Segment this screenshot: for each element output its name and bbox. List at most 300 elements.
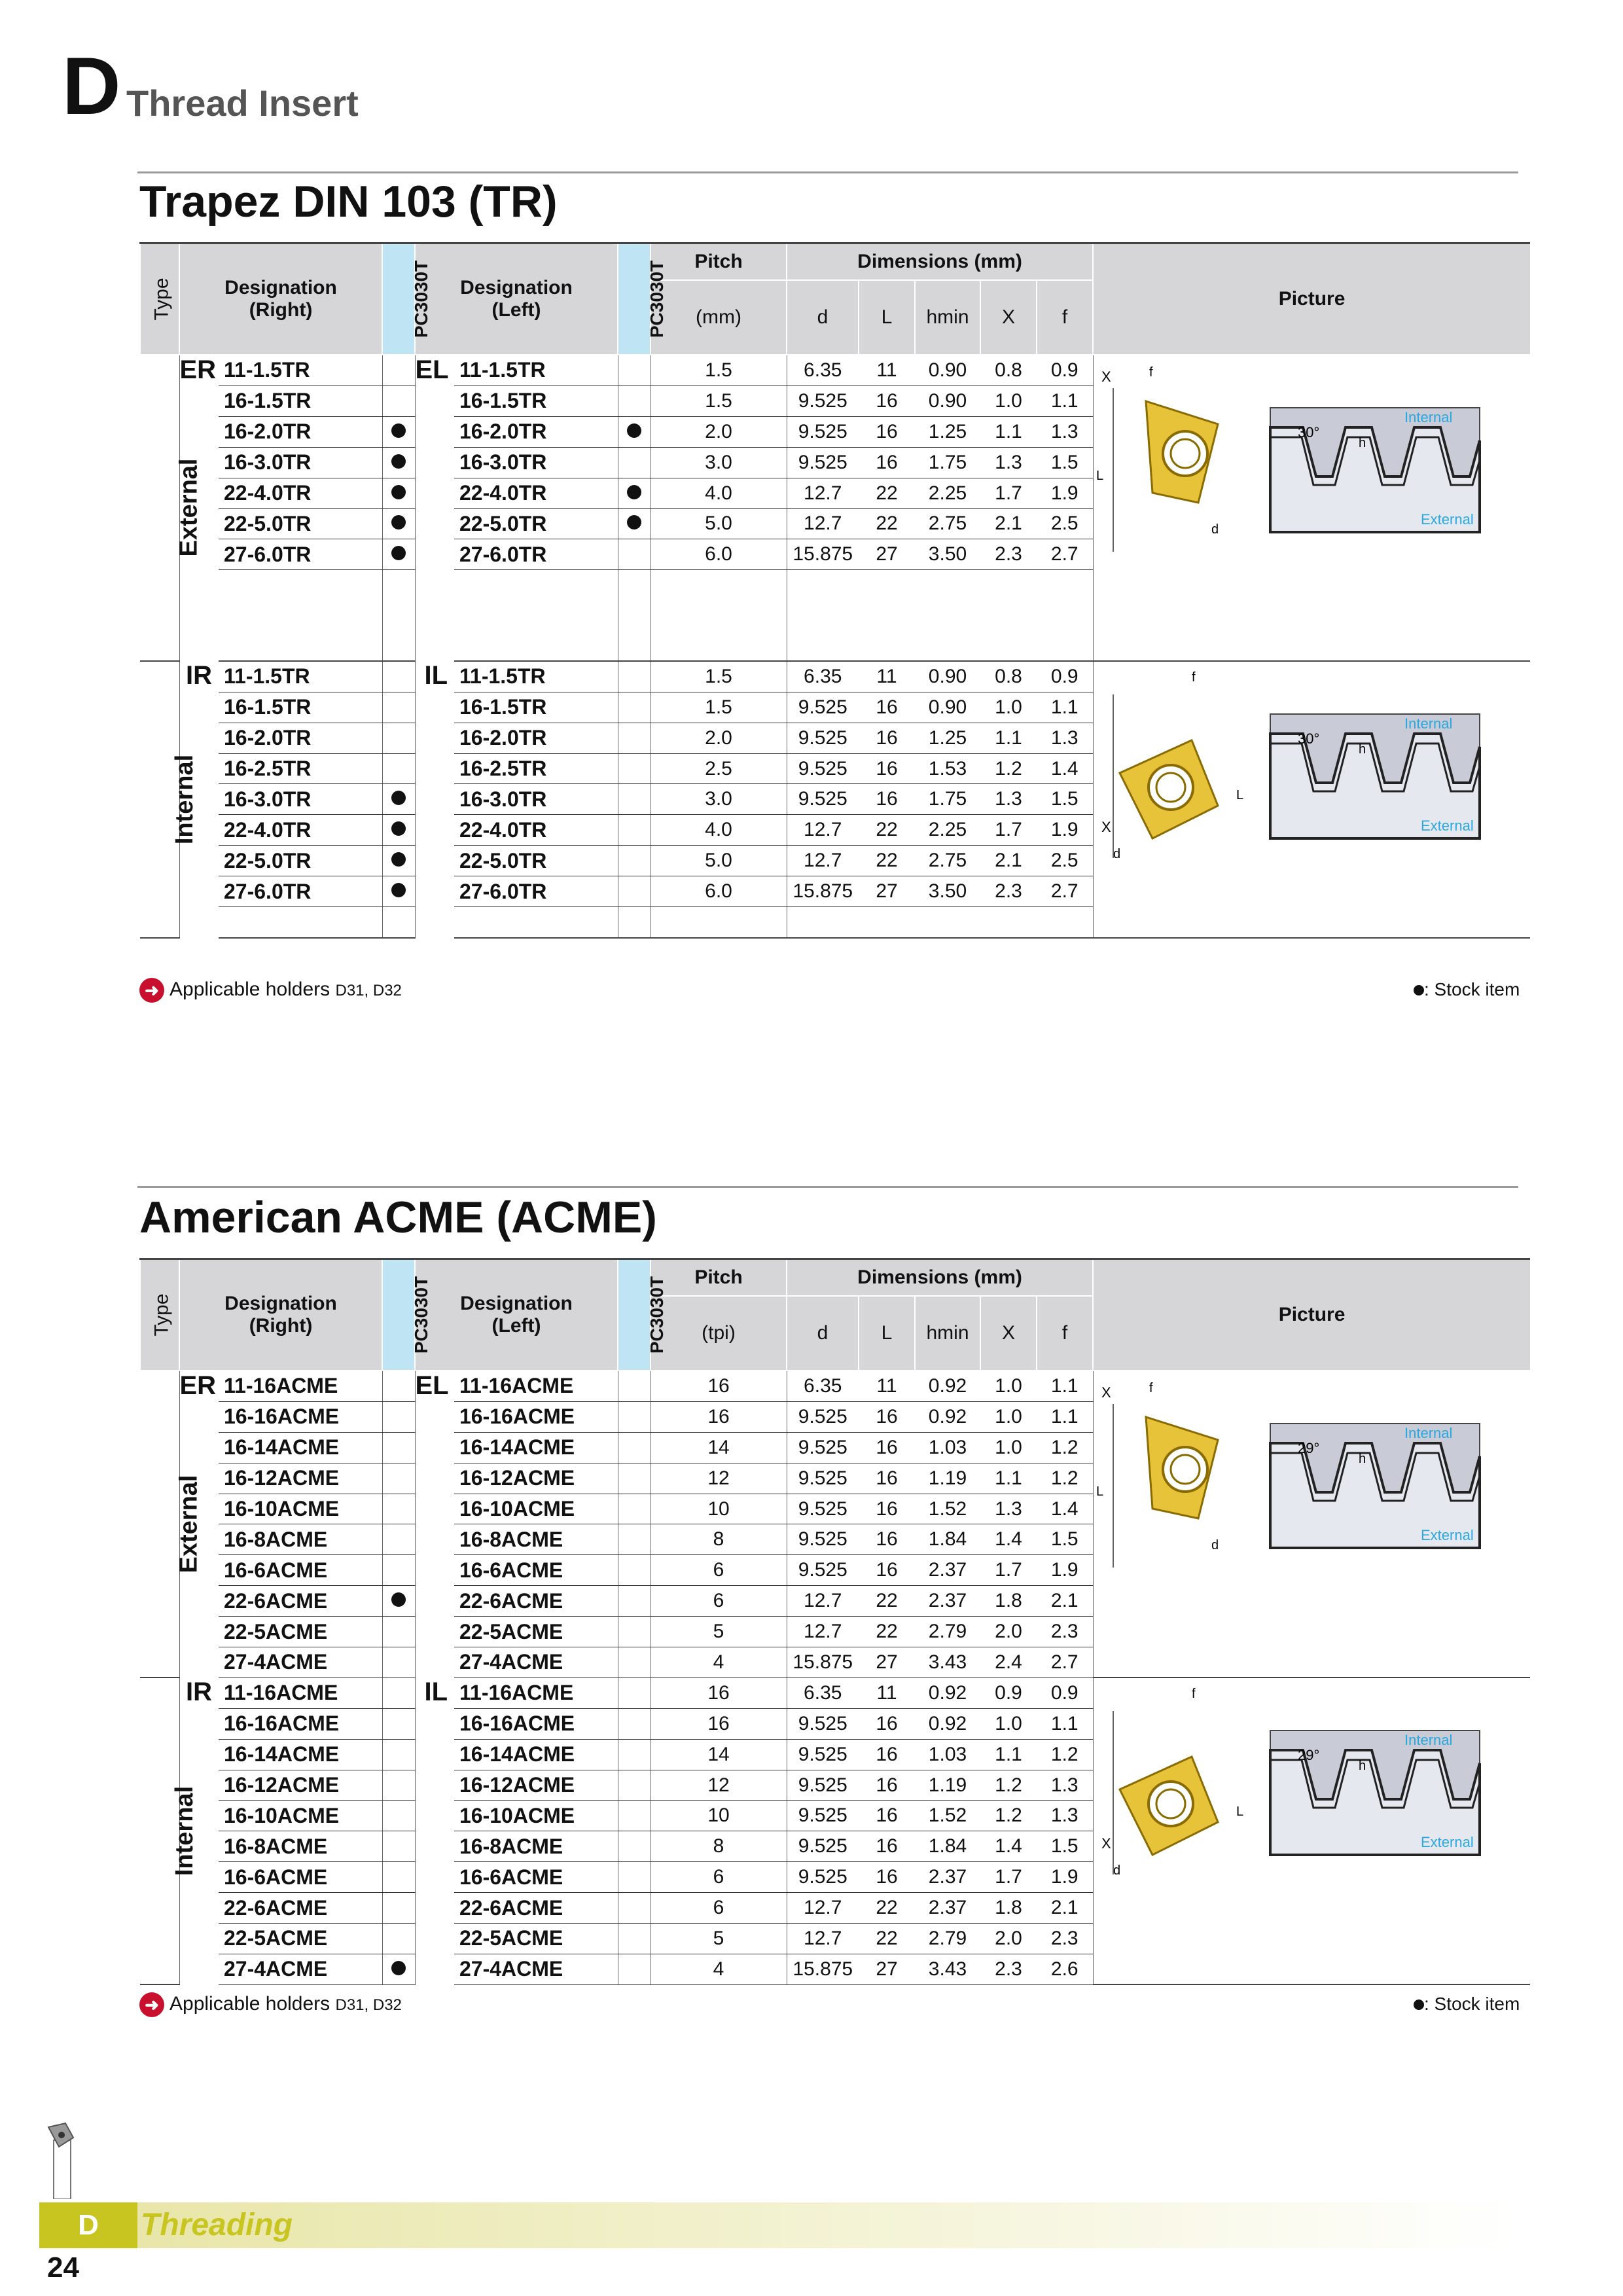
designation-right: 16-2.5TR [219, 753, 382, 784]
designation-right: 16-8ACME [219, 1524, 382, 1555]
dim-l: 16 [859, 1524, 915, 1555]
dim-f: 1.1 [1037, 1371, 1093, 1401]
dim-f: 1.4 [1037, 753, 1093, 784]
dim-d: 9.525 [787, 447, 859, 478]
pitch-cell: 6 [651, 1555, 787, 1586]
dim-header-hmin: hmin [915, 1296, 980, 1371]
type-cell: Internal [140, 661, 179, 938]
dim-l: 27 [859, 1954, 915, 1984]
stock-right [382, 1677, 415, 1708]
stock-left [618, 355, 651, 386]
dim-d-label: d [1113, 1863, 1120, 1878]
pitch-cell: 8 [651, 1831, 787, 1862]
pitch-cell: 2.0 [651, 723, 787, 753]
stock-dot-icon [391, 546, 406, 560]
dim-d-label: d [1113, 846, 1120, 861]
stock-right [382, 1401, 415, 1432]
stock-left [618, 1954, 651, 1984]
dim-hmin: 0.90 [915, 355, 980, 386]
dim-x: 0.9 [980, 1677, 1037, 1708]
insert-shape [1146, 1417, 1218, 1518]
dim-f: 1.5 [1037, 1524, 1093, 1555]
dim-x: 1.2 [980, 753, 1037, 784]
dim-hmin: 1.84 [915, 1524, 980, 1555]
designation-right: 16-3.0TR [219, 447, 382, 478]
stock-dot-icon [391, 1592, 406, 1607]
stock-right [382, 1739, 415, 1770]
designation-left: 22-4.0TR [454, 478, 618, 509]
designation-left: 27-6.0TR [454, 539, 618, 570]
stock-dot-icon [391, 485, 406, 499]
dim-h-label: h [1358, 436, 1366, 450]
dim-x: 0.8 [980, 355, 1037, 386]
stock-right [382, 784, 415, 815]
code-right: ER [179, 355, 217, 384]
designation-right: 16-12ACME [219, 1770, 382, 1801]
dim-d: 15.875 [787, 1647, 859, 1678]
pitch-cell: 1.5 [651, 661, 787, 692]
dim-x-label: X [1101, 1384, 1111, 1401]
dim-d: 15.875 [787, 1954, 859, 1984]
dim-f: 2.1 [1037, 1893, 1093, 1924]
stock-left [618, 1893, 651, 1924]
dim-x: 2.0 [980, 1617, 1037, 1647]
stock-left [618, 386, 651, 416]
dim-f: 1.3 [1037, 1801, 1093, 1831]
code-right: IR [186, 1677, 212, 1707]
footer-bar [137, 2202, 1518, 2248]
dim-d: 12.7 [787, 1617, 859, 1647]
designation-left: 16-16ACME [454, 1401, 618, 1432]
insert-shape [1120, 1757, 1218, 1855]
dim-header-hmin: hmin [915, 280, 980, 355]
pitch-cell: 6.0 [651, 876, 787, 907]
dim-header-l: L [859, 1296, 915, 1371]
designation-left: 27-6.0TR [454, 876, 618, 907]
stock-right [382, 1647, 415, 1678]
dim-hmin: 0.92 [915, 1677, 980, 1708]
stock-left [618, 1862, 651, 1893]
designation-left: 16-14ACME [454, 1432, 618, 1463]
pitch-cell: 16 [651, 1677, 787, 1708]
dim-hmin: 3.50 [915, 539, 980, 570]
designation-left: 16-6ACME [454, 1555, 618, 1586]
stock-right [382, 723, 415, 753]
designation-right: 11-16ACME [219, 1371, 382, 1401]
dim-d: 9.525 [787, 692, 859, 723]
designation-left: 22-6ACME [454, 1586, 618, 1617]
dim-l: 27 [859, 539, 915, 570]
dim-hmin: 2.25 [915, 478, 980, 509]
type-header: Type [140, 1259, 179, 1371]
dim-l: 11 [859, 355, 915, 386]
stock-left [618, 1555, 651, 1586]
designation-left: 16-12ACME [454, 1770, 618, 1801]
dim-d: 9.525 [787, 1494, 859, 1524]
dim-l: 16 [859, 1494, 915, 1524]
stock-right [382, 1494, 415, 1524]
dim-f: 1.5 [1037, 784, 1093, 815]
stock-left [618, 1371, 651, 1401]
dim-l: 16 [859, 447, 915, 478]
designation-right: 16-1.5TR [219, 386, 382, 416]
dim-hmin: 2.37 [915, 1555, 980, 1586]
table-row [140, 355, 1530, 386]
stock-dot-icon [391, 423, 406, 438]
designation-left: 22-6ACME [454, 1893, 618, 1924]
dim-d: 9.525 [787, 753, 859, 784]
dim-l: 16 [859, 1432, 915, 1463]
dim-f: 2.7 [1037, 539, 1093, 570]
code-right: IR [186, 660, 212, 690]
dim-header-f: f [1037, 280, 1093, 355]
pitch-cell: 14 [651, 1739, 787, 1770]
external-label: External [1420, 817, 1474, 834]
dim-l: 16 [859, 1739, 915, 1770]
dim-d: 6.35 [787, 1677, 859, 1708]
dim-x: 1.8 [980, 1893, 1037, 1924]
dim-d: 6.35 [787, 661, 859, 692]
designation-left: 11-1.5TR [454, 355, 618, 386]
dim-header-d: d [787, 280, 859, 355]
table-row [140, 1677, 1530, 1708]
designation-left: 11-1.5TR [454, 661, 618, 692]
stock-right [382, 1801, 415, 1831]
stock-right [382, 815, 415, 846]
dim-f: 1.1 [1037, 1708, 1093, 1739]
pitch-cell: 3.0 [651, 447, 787, 478]
stock-right [382, 1770, 415, 1801]
spec-table-acme [139, 1258, 1530, 1985]
dim-hmin: 1.52 [915, 1801, 980, 1831]
thread-profile-diagram [1270, 408, 1480, 532]
dim-l: 16 [859, 723, 915, 753]
dim-d: 9.525 [787, 1739, 859, 1770]
stock-right [382, 753, 415, 784]
designation-right: 16-14ACME [219, 1432, 382, 1463]
dim-header-x: X [980, 280, 1037, 355]
dim-d: 6.35 [787, 355, 859, 386]
dim-hmin: 1.84 [915, 1831, 980, 1862]
dim-x: 1.4 [980, 1831, 1037, 1862]
stock-right [382, 1924, 415, 1954]
internal-label: Internal [1404, 1425, 1452, 1441]
type-cell: External [140, 355, 179, 661]
dim-hmin: 0.92 [915, 1708, 980, 1739]
stock-left [618, 1463, 651, 1494]
dim-d: 9.525 [787, 1708, 859, 1739]
picture-cell [1093, 1371, 1530, 1677]
dim-x: 2.3 [980, 539, 1037, 570]
type-cell: External [140, 1371, 179, 1677]
code-left: EL [415, 1371, 449, 1400]
stock-dot-icon [391, 852, 406, 867]
stock-right [382, 355, 415, 386]
dim-hmin: 1.75 [915, 447, 980, 478]
dim-f: 1.3 [1037, 723, 1093, 753]
designation-left: 16-6ACME [454, 1862, 618, 1893]
stock-left [618, 539, 651, 570]
dim-x: 1.1 [980, 1739, 1037, 1770]
grade-header-left: PC3030T [618, 1259, 651, 1371]
designation-right: 16-10ACME [219, 1494, 382, 1524]
dim-x: 1.0 [980, 1371, 1037, 1401]
dim-x: 1.0 [980, 1708, 1037, 1739]
dim-x: 1.1 [980, 1463, 1037, 1494]
section-title: Thread Insert [126, 82, 359, 124]
designation-left: 16-3.0TR [454, 784, 618, 815]
dim-hmin: 2.37 [915, 1586, 980, 1617]
dim-l: 22 [859, 1617, 915, 1647]
dim-l: 16 [859, 1862, 915, 1893]
stock-left [618, 1739, 651, 1770]
designation-right: 11-1.5TR [219, 661, 382, 692]
stock-left [618, 1677, 651, 1708]
pitch-cell: 1.5 [651, 355, 787, 386]
stock-legend: : Stock item [1414, 979, 1520, 1000]
dim-x: 2.1 [980, 509, 1037, 539]
pitch-cell: 6 [651, 1862, 787, 1893]
stock-dot-icon [391, 515, 406, 529]
code-left: IL [424, 660, 448, 690]
designation-right: 27-6.0TR [219, 876, 382, 907]
table-title: Trapez DIN 103 (TR) [139, 177, 558, 226]
grade-header-right: PC3030T [382, 1259, 415, 1371]
dim-l: 22 [859, 478, 915, 509]
stock-right [382, 539, 415, 570]
dim-x: 1.0 [980, 692, 1037, 723]
dim-x: 1.3 [980, 447, 1037, 478]
applicable-holders: ➜ Applicable holders D31, D32 [139, 978, 402, 1003]
dim-f: 2.5 [1037, 509, 1093, 539]
dim-x: 1.7 [980, 1862, 1037, 1893]
dim-hmin: 2.25 [915, 815, 980, 846]
external-label: External [1420, 1527, 1474, 1543]
dim-l: 22 [859, 815, 915, 846]
stock-dot-icon [1414, 2000, 1424, 2010]
applicable-holders: ➜ Applicable holders D31, D32 [139, 1992, 402, 2017]
dim-l-label: L [1096, 1484, 1103, 1499]
thread-profile-diagram [1270, 1731, 1480, 1855]
type-cell: Internal [140, 1677, 179, 1984]
dim-x: 1.2 [980, 1770, 1037, 1801]
pitch-cell: 3.0 [651, 784, 787, 815]
thread-angle-label: 30° [1297, 730, 1319, 747]
dim-f: 1.1 [1037, 1401, 1093, 1432]
dim-l: 11 [859, 1371, 915, 1401]
dim-header-x: X [980, 1296, 1037, 1371]
footer-section-letter: D [39, 2202, 137, 2248]
code-left: IL [424, 1677, 448, 1707]
dim-f: 2.3 [1037, 1617, 1093, 1647]
designation-right: 16-2.0TR [219, 416, 382, 447]
designation-left: 16-2.5TR [454, 753, 618, 784]
stock-dot-icon [627, 423, 641, 438]
dim-hmin: 3.43 [915, 1647, 980, 1678]
dim-l-label: L [1236, 787, 1243, 802]
dim-d: 12.7 [787, 815, 859, 846]
designation-left: 16-1.5TR [454, 692, 618, 723]
dim-d: 15.875 [787, 539, 859, 570]
stock-right [382, 1954, 415, 1984]
dim-d: 9.525 [787, 723, 859, 753]
stock-dot-icon [391, 791, 406, 805]
section-rule [137, 1186, 1518, 1188]
internal-label: Internal [1404, 1732, 1452, 1749]
dim-f: 1.4 [1037, 1494, 1093, 1524]
stock-left [618, 876, 651, 907]
dim-hmin: 2.37 [915, 1893, 980, 1924]
footer-section-name: Threading [141, 2208, 293, 2242]
dim-x: 1.1 [980, 416, 1037, 447]
dim-x: 2.4 [980, 1647, 1037, 1678]
dim-hmin: 0.90 [915, 386, 980, 416]
stock-right [382, 1831, 415, 1862]
designation-right: 22-5ACME [219, 1924, 382, 1954]
designation-left: 16-2.0TR [454, 723, 618, 753]
dim-f-label: f [1149, 1381, 1153, 1395]
designation-left: 16-1.5TR [454, 386, 618, 416]
stock-dot-icon [1414, 985, 1424, 996]
internal-label: Internal [1404, 409, 1452, 425]
pitch-cell: 5 [651, 1617, 787, 1647]
dim-l: 16 [859, 386, 915, 416]
dim-header-d: d [787, 1296, 859, 1371]
stock-right [382, 447, 415, 478]
stock-left [618, 723, 651, 753]
designation-left: 22-4.0TR [454, 815, 618, 846]
picture-cell [1093, 661, 1530, 938]
designation-right: 16-1.5TR [219, 692, 382, 723]
dim-f: 1.1 [1037, 386, 1093, 416]
dim-f-label: f [1191, 670, 1196, 685]
dim-l: 16 [859, 1801, 915, 1831]
pitch-cell: 6 [651, 1893, 787, 1924]
table-title: American ACME (ACME) [139, 1193, 657, 1242]
stock-right [382, 1586, 415, 1617]
dim-x: 1.2 [980, 1801, 1037, 1831]
dim-x: 1.0 [980, 386, 1037, 416]
dim-d: 9.525 [787, 1401, 859, 1432]
dim-hmin: 2.79 [915, 1617, 980, 1647]
designation-right: 16-12ACME [219, 1463, 382, 1494]
dim-x: 1.1 [980, 723, 1037, 753]
stock-left [618, 1647, 651, 1678]
dim-x: 1.0 [980, 1432, 1037, 1463]
dim-f: 1.3 [1037, 1770, 1093, 1801]
dim-d: 6.35 [787, 1371, 859, 1401]
internal-label: Internal [1404, 715, 1452, 732]
code-left: EL [415, 355, 449, 384]
dim-hmin: 2.75 [915, 846, 980, 876]
pitch-cell: 4 [651, 1647, 787, 1678]
pitch-cell: 5.0 [651, 509, 787, 539]
dim-f: 2.3 [1037, 1924, 1093, 1954]
dim-hmin: 2.79 [915, 1924, 980, 1954]
designation-right: 22-6ACME [219, 1586, 382, 1617]
insert-diagram [1094, 362, 1486, 571]
dim-hmin: 1.03 [915, 1739, 980, 1770]
dim-f: 0.9 [1037, 661, 1093, 692]
designation-right: 16-8ACME [219, 1831, 382, 1862]
dim-x: 1.3 [980, 1494, 1037, 1524]
dim-l: 27 [859, 1647, 915, 1678]
dim-f: 1.9 [1037, 1555, 1093, 1586]
dim-hmin: 2.75 [915, 509, 980, 539]
section-rule [137, 171, 1518, 173]
dim-x: 0.8 [980, 661, 1037, 692]
designation-left: 16-3.0TR [454, 447, 618, 478]
pitch-cell: 2.5 [651, 753, 787, 784]
dim-l: 22 [859, 1893, 915, 1924]
stock-right [382, 386, 415, 416]
section-letter: D [62, 41, 121, 132]
stock-left [618, 1708, 651, 1739]
designation-right: 16-6ACME [219, 1555, 382, 1586]
designation-left: 22-5ACME [454, 1617, 618, 1647]
dim-hmin: 3.50 [915, 876, 980, 907]
dim-f: 1.2 [1037, 1432, 1093, 1463]
designation-right: 11-16ACME [219, 1677, 382, 1708]
stock-right [382, 416, 415, 447]
designation-left: 16-16ACME [454, 1708, 618, 1739]
pitch-cell: 12 [651, 1463, 787, 1494]
dim-hmin: 1.53 [915, 753, 980, 784]
dim-f: 1.9 [1037, 478, 1093, 509]
designation-right: 22-6ACME [219, 1893, 382, 1924]
designation-right: 22-4.0TR [219, 815, 382, 846]
dim-f: 1.3 [1037, 416, 1093, 447]
stock-dot-icon [391, 883, 406, 897]
dim-f: 1.9 [1037, 1862, 1093, 1893]
designation-left: 16-8ACME [454, 1831, 618, 1862]
dim-f: 1.9 [1037, 815, 1093, 846]
designation-left: 11-16ACME [454, 1677, 618, 1708]
dim-l: 22 [859, 1924, 915, 1954]
dim-hmin: 1.25 [915, 723, 980, 753]
external-label: External [1420, 511, 1474, 528]
code-right: ER [179, 1371, 217, 1400]
pitch-unit-header: (tpi) [651, 1296, 787, 1371]
dim-x: 1.7 [980, 478, 1037, 509]
grade-header-left: PC3030T [618, 243, 651, 355]
page-number: 24 [47, 2251, 79, 2284]
designation-right-header: Designation (Right) [179, 243, 382, 355]
stock-right [382, 1463, 415, 1494]
dim-d: 12.7 [787, 1924, 859, 1954]
designation-left: 16-2.0TR [454, 416, 618, 447]
dim-l: 16 [859, 692, 915, 723]
pitch-cell: 4.0 [651, 478, 787, 509]
table-row [140, 661, 1530, 692]
designation-right: 16-16ACME [219, 1401, 382, 1432]
dim-d: 12.7 [787, 846, 859, 876]
dimensions-header: Dimensions (mm) [787, 1259, 1093, 1297]
stock-right [382, 1555, 415, 1586]
dim-header-f: f [1037, 1296, 1093, 1371]
designation-right: 22-5ACME [219, 1617, 382, 1647]
dim-d: 12.7 [787, 1586, 859, 1617]
stock-left [618, 1617, 651, 1647]
dim-f: 2.1 [1037, 1586, 1093, 1617]
dim-l-label: L [1236, 1804, 1243, 1820]
pitch-cell: 16 [651, 1371, 787, 1401]
pitch-header: Pitch [651, 243, 787, 281]
dim-d: 12.7 [787, 1893, 859, 1924]
dim-d: 9.525 [787, 1432, 859, 1463]
pitch-cell: 4 [651, 1954, 787, 1984]
dim-l: 16 [859, 1555, 915, 1586]
